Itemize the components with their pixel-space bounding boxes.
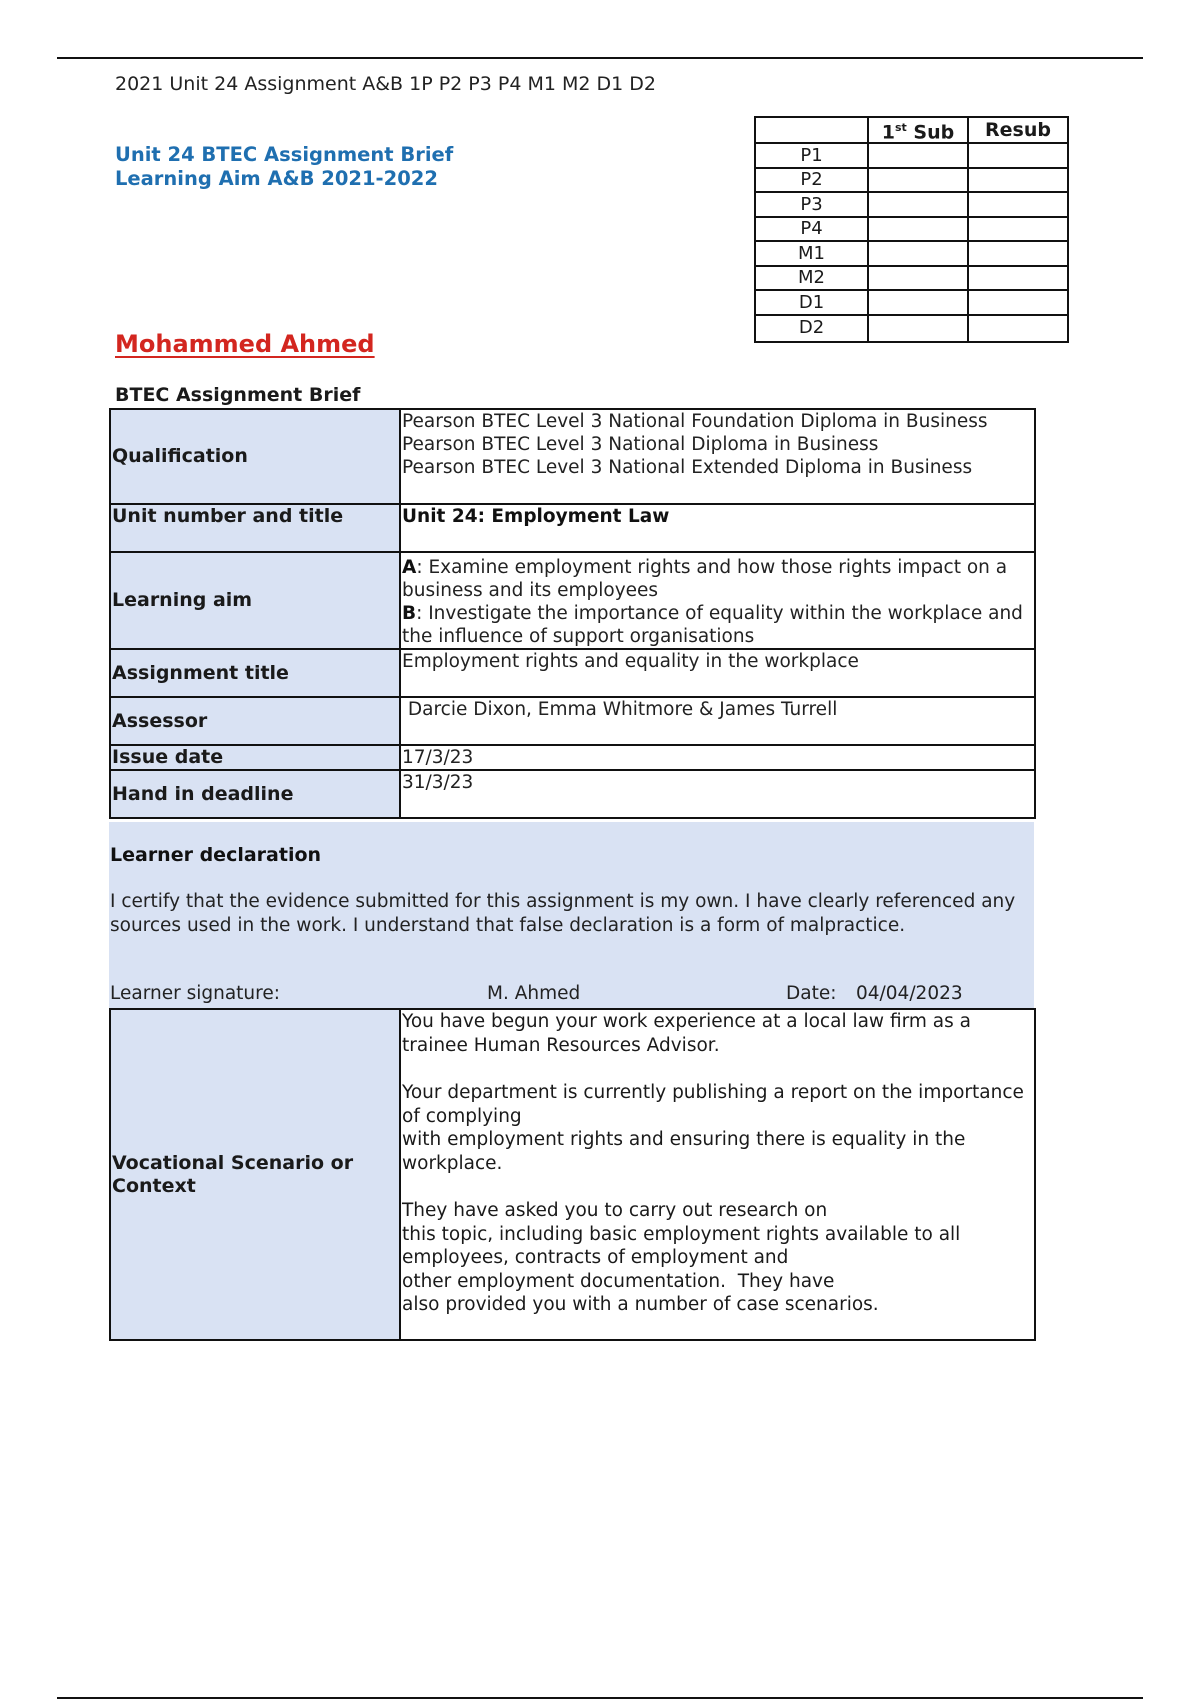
unit-label: Unit number and title <box>110 504 400 552</box>
learning-aim-label: Learning aim <box>110 552 400 649</box>
resub-cell[interactable] <box>968 315 1068 342</box>
learning-aim-a: A: Examine employment rights and how those rights impact on a business and its employees <box>402 557 1008 601</box>
issue-date-row <box>110 745 1035 770</box>
resub-cell[interactable] <box>968 290 1068 315</box>
grade-row <box>755 290 1068 315</box>
qualification-label: Qualification <box>110 409 400 504</box>
criterion-label: P1 <box>755 143 868 168</box>
document-header: 2021 Unit 24 Assignment A&B 1P P2 P3 P4 M1 M2 D1 D2 <box>115 73 656 95</box>
bottom-rule <box>57 1697 1143 1699</box>
assessor-value: Darcie Dixon, Emma Whitmore & James Turrell <box>400 697 1035 745</box>
scenario-value <box>400 1009 1035 1340</box>
criterion-label: P4 <box>755 217 868 242</box>
criterion-label: P3 <box>755 192 868 217</box>
brief-title-line-2: Learning Aim A&B 2021-2022 <box>115 167 438 190</box>
scenario-label: Vocational Scenario or Context <box>110 1009 400 1340</box>
criterion-label: D1 <box>755 290 868 315</box>
first-sub-cell[interactable] <box>868 192 968 217</box>
date-value: 04/04/2023 <box>856 983 963 1004</box>
assignment-title-label: Assignment title <box>110 649 400 697</box>
assignment-brief-table <box>109 408 1036 819</box>
criterion-label: M1 <box>755 241 868 266</box>
grade-row <box>755 217 1068 242</box>
learner-declaration <box>109 822 1034 1009</box>
qualification-row <box>110 409 1035 504</box>
qualification-line: Pearson BTEC Level 3 National Extended Diploma in Business <box>402 457 973 478</box>
first-sub-cell[interactable] <box>868 168 968 193</box>
deadline-value: 31/3/23 <box>400 770 1035 818</box>
declaration-title: Learner declaration <box>110 844 322 866</box>
scenario-paragraph: They have asked you to carry out research on this topic, including basic employment rights available to all employees, contracts of employment and other employment documentation. They have also provided you with a number of case scenarios. <box>402 1200 961 1315</box>
brief-title-line-1: Unit 24 BTEC Assignment Brief <box>115 143 454 166</box>
first-sub-cell[interactable] <box>868 315 968 342</box>
criterion-label: D2 <box>755 315 868 342</box>
assessor-row <box>110 697 1035 745</box>
grade-row <box>755 241 1068 266</box>
criterion-label: M2 <box>755 266 868 291</box>
deadline-label: Hand in deadline <box>110 770 400 818</box>
learning-aim-value <box>400 552 1035 649</box>
student-name: Mohammed Ahmed <box>115 330 375 358</box>
deadline-row <box>110 770 1035 818</box>
resub-cell[interactable] <box>968 217 1068 242</box>
grade-header-resub: Resub <box>968 117 1068 143</box>
learning-aim-row <box>110 552 1035 649</box>
scenario-table <box>109 1008 1036 1341</box>
resub-cell[interactable] <box>968 168 1068 193</box>
date-label: Date: <box>786 983 837 1004</box>
first-sub-cell[interactable] <box>868 241 968 266</box>
brief-title <box>115 143 453 191</box>
qualification-line: Pearson BTEC Level 3 National Foundation Diploma in Business <box>402 411 988 432</box>
assignment-title-row <box>110 649 1035 697</box>
grade-header-blank <box>755 117 868 143</box>
resub-cell[interactable] <box>968 143 1068 168</box>
resub-cell[interactable] <box>968 192 1068 217</box>
grade-row <box>755 143 1068 168</box>
grade-row <box>755 266 1068 291</box>
qualification-value <box>400 409 1035 504</box>
first-sub-cell[interactable] <box>868 217 968 242</box>
unit-value: Unit 24: Employment Law <box>400 504 1035 552</box>
grade-header-first-sub: 1st Sub <box>868 117 968 143</box>
grade-tracker-table <box>754 116 1069 343</box>
top-rule <box>57 57 1143 59</box>
learning-aim-b: B: Investigate the importance of equality within the workplace and the influence of support organisations <box>402 603 1023 647</box>
grade-row <box>755 168 1068 193</box>
scenario-paragraph: You have begun your work experience at a local law firm as a trainee Human Resources Advisor. <box>402 1011 971 1056</box>
unit-row <box>110 504 1035 552</box>
scenario-row <box>110 1009 1035 1340</box>
grade-row <box>755 315 1068 342</box>
first-sub-cell[interactable] <box>868 266 968 291</box>
signature-label: Learner signature: <box>110 983 280 1004</box>
section-heading: BTEC Assignment Brief <box>115 384 361 406</box>
assessor-label: Assessor <box>110 697 400 745</box>
signature-value: M. Ahmed <box>487 983 581 1004</box>
issue-date-value: 17/3/23 <box>400 745 1035 770</box>
first-sub-cell[interactable] <box>868 290 968 315</box>
assignment-title-value: Employment rights and equality in the workplace <box>400 649 1035 697</box>
declaration-text: I certify that the evidence submitted for this assignment is my own. I have clearly referenced any sources used in the work. I understand that false declaration is a form of malpractice. <box>110 891 1016 936</box>
issue-date-label: Issue date <box>110 745 400 770</box>
resub-cell[interactable] <box>968 266 1068 291</box>
grade-row <box>755 192 1068 217</box>
first-sub-cell[interactable] <box>868 143 968 168</box>
criterion-label: P2 <box>755 168 868 193</box>
grade-header-row <box>755 117 1068 143</box>
qualification-line: Pearson BTEC Level 3 National Diploma in Business <box>402 434 879 455</box>
resub-cell[interactable] <box>968 241 1068 266</box>
scenario-paragraph: Your department is currently publishing a report on the importance of complying with employment rights and ensuring there is equality in the workplace. <box>402 1082 1024 1174</box>
